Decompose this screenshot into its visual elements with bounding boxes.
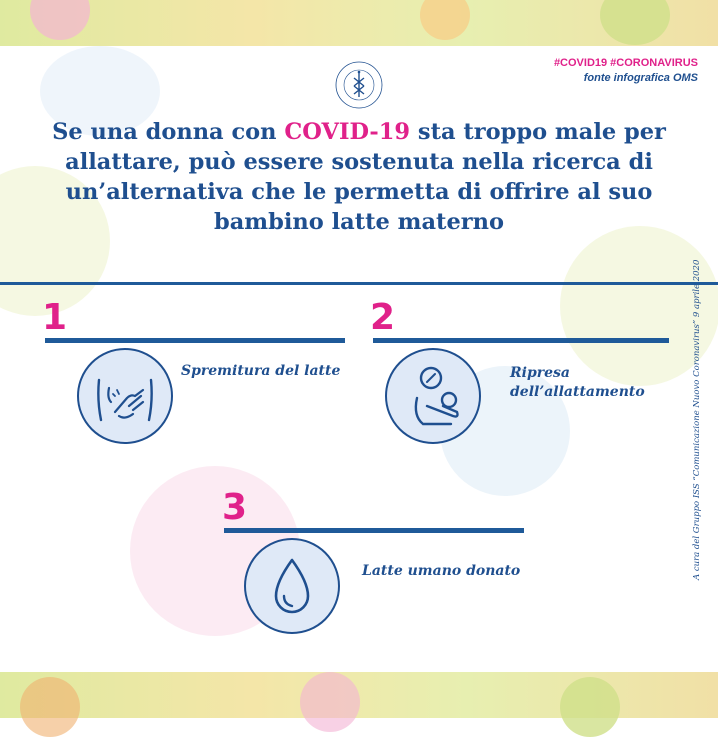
virus-decoration [300,672,360,732]
step-number-1: 1 [42,297,68,338]
step-number-3: 3 [222,487,248,528]
bottom-decorative-band [0,672,718,718]
step-label-2-line1: Ripresa [510,365,570,381]
step-icon-circle-2 [385,348,481,444]
headline-text-end: sta troppo male per allattare, può essere sostenuta nella ricerca di un’alternativa che le permetta di offrire al suo bambino latte materno [65,119,666,235]
top-decorative-band [0,0,718,46]
iss-logo [334,60,384,110]
step-label-2 [510,364,645,402]
breastfeeding-icon [387,350,479,442]
step-label-2-line2: dell’allattamento [510,384,645,400]
section-divider [0,282,718,285]
hand-expression-icon [79,350,171,442]
step-label-3: Latte umano donato [362,563,521,579]
step-bar-1 [45,338,345,343]
step-number-2: 2 [370,297,396,338]
step-icon-circle-3 [244,538,340,634]
virus-decoration [420,0,470,40]
virus-decoration [560,677,620,737]
credit-line: A cura del Gruppo ISS “Comunicazione Nuovo Coronavirus” 9 aprile 2020 [692,259,702,580]
step-icon-circle-1 [77,348,173,444]
headline-accent: COVID-19 [284,119,411,145]
source-note: fonte infografica OMS [583,72,698,84]
milk-drop-icon [246,540,338,632]
virus-decoration [20,677,80,737]
headline-text: Se una donna con [52,119,285,145]
step-bar-3 [224,528,524,533]
headline [30,117,688,237]
step-label-1: Spremitura del latte [181,363,341,379]
virus-decoration [30,0,90,40]
virus-decoration [600,0,670,45]
hashtags: #COVID19 #CORONAVIRUS [553,57,698,69]
step-bar-2 [373,338,669,343]
